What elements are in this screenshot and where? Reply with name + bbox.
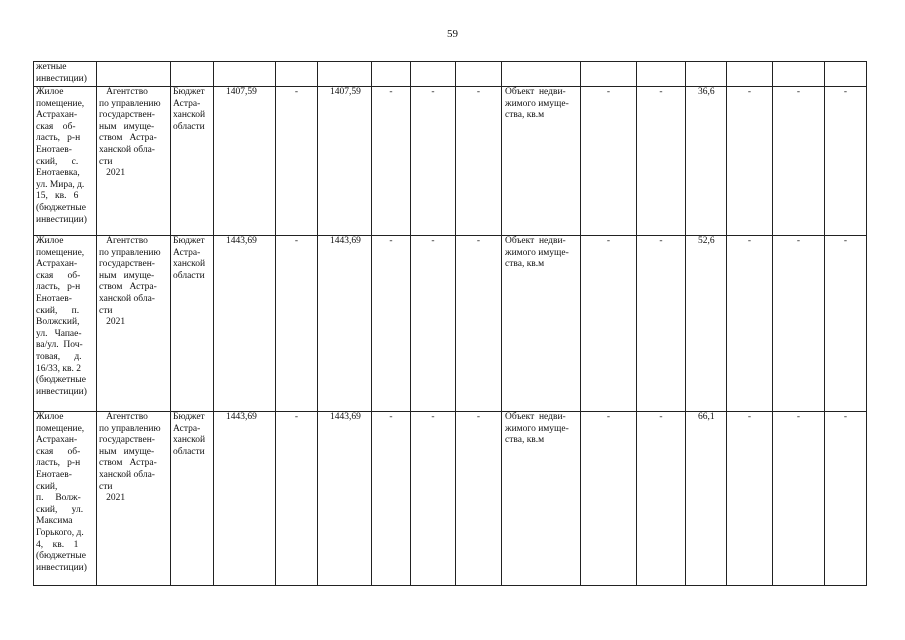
agency-cell: Агентство по управлению государствен- ным имуще- ством Астра- ханской обла- сти 2021	[97, 412, 171, 586]
dash-cell: -	[825, 412, 867, 586]
dash-cell: -	[411, 87, 456, 236]
object-cell: Жилое помещение, Астрахан- ская об- ласть, р-н Енотаев- ский, п. Волж- ский, ул. Максима Горького, д. 4, кв. 1 (бюджетные инвестиции)	[34, 412, 97, 586]
dash-cell: -	[456, 87, 502, 236]
object-cell: жетные инвестиции)	[34, 62, 97, 87]
table-row	[34, 236, 867, 412]
dash-cell: -	[372, 412, 411, 586]
amount-cell: 1407,59	[318, 87, 372, 236]
page-number: 59	[447, 28, 458, 40]
dash-cell: -	[773, 87, 825, 236]
dash-cell: -	[773, 412, 825, 586]
amount-cell: 1443,69	[214, 236, 276, 412]
amount-cell: 1407,59	[214, 87, 276, 236]
object-cell: Жилое помещение, Астрахан- ская об- ласть, р-н Енотаев- ский, с. Енотаевка, ул. Мира, д. 15, кв. 6 (бюджетные инвестиции)	[34, 87, 97, 236]
dash-cell: -	[825, 236, 867, 412]
dash-cell: -	[276, 87, 318, 236]
table-row	[34, 62, 867, 87]
amount-cell: 1443,69	[318, 236, 372, 412]
dash-cell: -	[276, 412, 318, 586]
dash-cell: -	[411, 236, 456, 412]
agency-cell: Агентство по управлению государствен- ным имуще- ством Астра- ханской обла- сти 2021	[97, 87, 171, 236]
dash-cell: -	[773, 236, 825, 412]
budget-investment-table	[33, 61, 867, 586]
dash-cell: -	[637, 236, 686, 412]
budget-source-cell: Бюджет Астра- ханской области	[171, 236, 214, 412]
amount-cell: 1443,69	[318, 412, 372, 586]
dash-cell: -	[372, 236, 411, 412]
unit-cell: Объект недви- жимого имуще- ства, кв.м	[502, 87, 581, 236]
dash-cell: -	[825, 87, 867, 236]
budget-source-cell: Бюджет Астра- ханской области	[171, 87, 214, 236]
dash-cell: -	[581, 87, 637, 236]
dash-cell: -	[372, 87, 411, 236]
budget-source-cell: Бюджет Астра- ханской области	[171, 412, 214, 586]
area-cell: 36,6	[686, 87, 727, 236]
dash-cell: -	[727, 87, 773, 236]
table-row	[34, 412, 867, 586]
dash-cell: -	[581, 236, 637, 412]
area-cell: 52,6	[686, 236, 727, 412]
dash-cell: -	[456, 412, 502, 586]
dash-cell: -	[456, 236, 502, 412]
dash-cell: -	[727, 236, 773, 412]
table-row	[34, 87, 867, 236]
dash-cell: -	[727, 412, 773, 586]
dash-cell: -	[411, 412, 456, 586]
unit-cell: Объект недви- жимого имуще- ства, кв.м	[502, 412, 581, 586]
amount-cell: 1443,69	[214, 412, 276, 586]
dash-cell: -	[581, 412, 637, 586]
unit-cell: Объект недви- жимого имуще- ства, кв.м	[502, 236, 581, 412]
agency-cell: Агентство по управлению государствен- ным имуще- ством Астра- ханской обла- сти 2021	[97, 236, 171, 412]
dash-cell: -	[637, 87, 686, 236]
area-cell: 66,1	[686, 412, 727, 586]
dash-cell: -	[637, 412, 686, 586]
object-cell: Жилое помещение, Астрахан- ская об- ласть, р-н Енотаев- ский, п. Волжский, ул. Чапае- ва/ул. Поч- товая, д. 16/33, кв. 2 (бюджетные инвестиции)	[34, 236, 97, 412]
dash-cell: -	[276, 236, 318, 412]
